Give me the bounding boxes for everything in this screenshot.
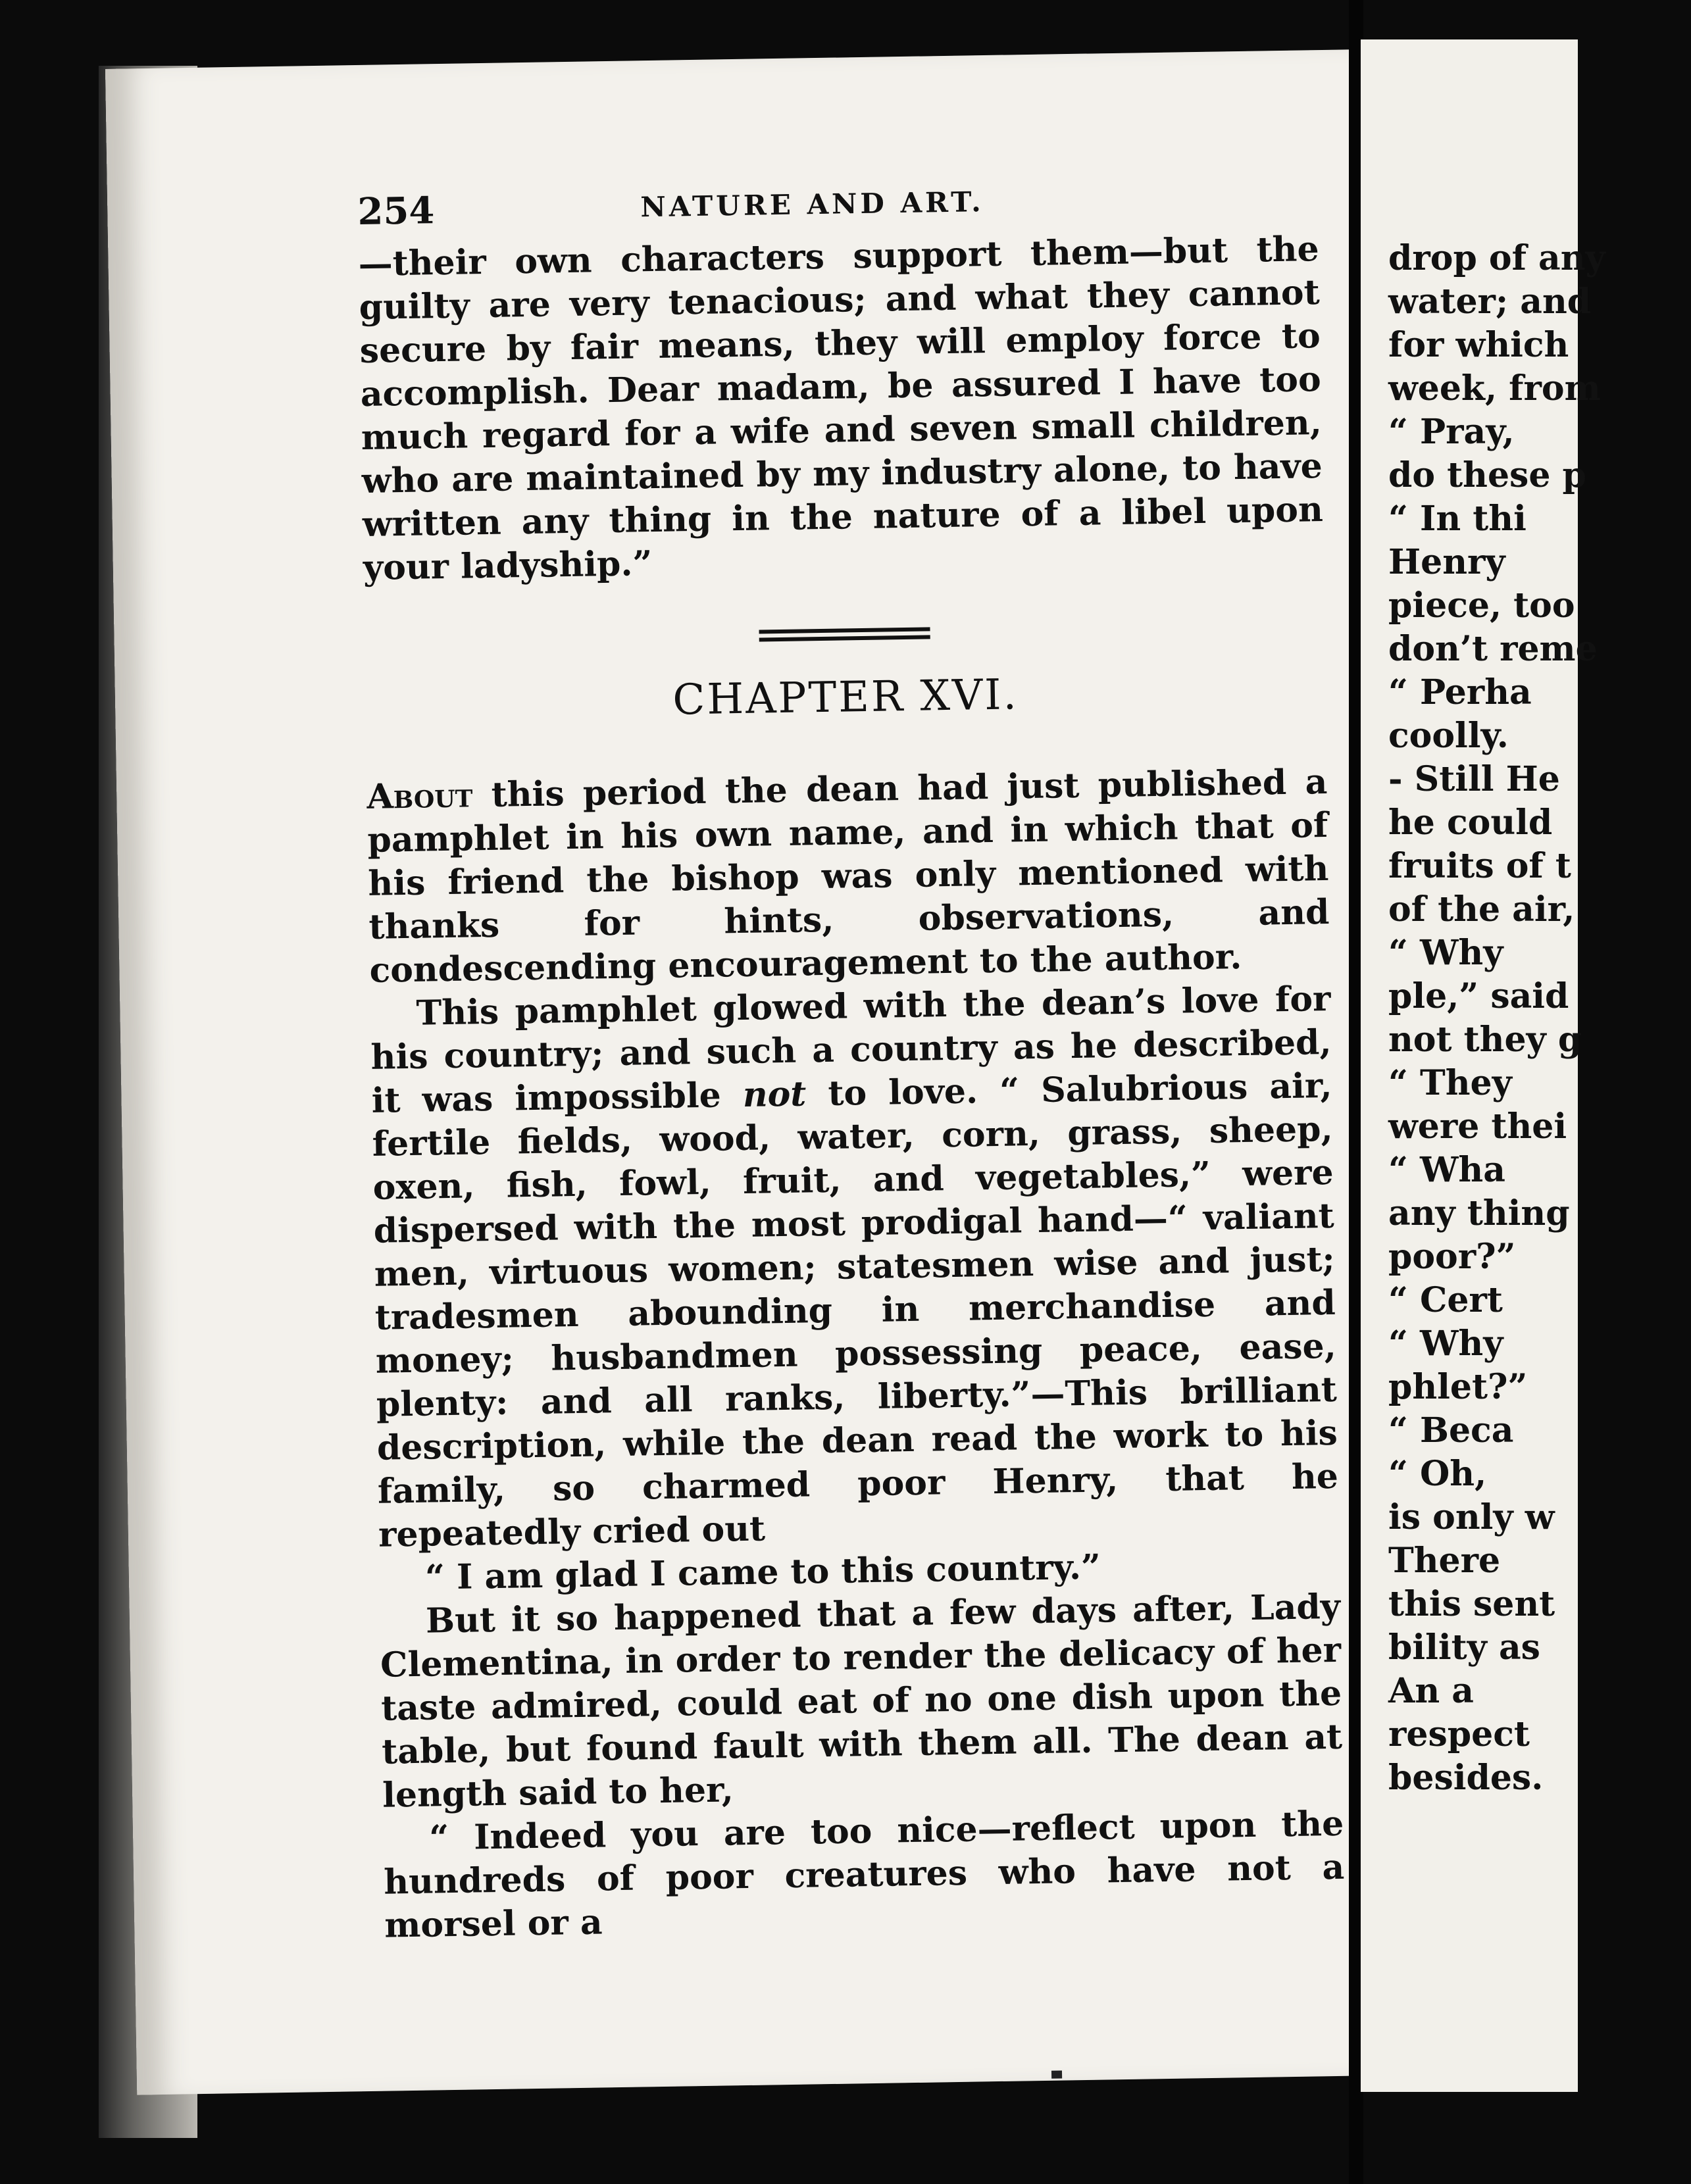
right-page-line: phlet?” [1388, 1367, 1528, 1407]
right-page-line: fruits of t [1388, 846, 1571, 886]
paragraph-2-after: to love. “ Salubrious air, fertile fields, wood, water, corn, grass, sheep, oxen, fish, fowl, fruit, and vegetables,” were dispersed with the most prodigal hand—“ valiant men, virtuous women; statesmen wise and just; tradesmen abounding in merchandise and money; husbandmen possessing peace, ease, plenty: and all ranks, liberty.”—This brilliant description, while the dean read the work to his family, so charmed poor Henry, that he repeatedly cried out [372, 1065, 1339, 1555]
paragraph-5: “ Indeed you are too nice—reflect upon the hundreds of poor creatures who have not a morsel or a [383, 1803, 1345, 1946]
ink-mark [1051, 2071, 1062, 2079]
paragraph-1 [366, 760, 1330, 993]
right-page-line: this sent [1388, 1584, 1555, 1624]
right-page-line: “ Why [1388, 933, 1503, 973]
rule-line-top [759, 627, 930, 633]
chapter-heading: CHAPTER XVI. [672, 670, 1019, 725]
right-page-line: were thei [1388, 1106, 1567, 1147]
continued-paragraph: —their own characters support them—but the guilty are very tenacious; and what they cannot secure by fair means, they will employ force to accomplish. Dear madam, be assured I have too much regard for a wife and seven small children, who are maintained by my industry alone, to have written any thing in the nature of a libel upon your ladyship.” [358, 229, 1324, 588]
right-page-line: “ Cert [1388, 1280, 1503, 1320]
paragraph-3: “ I am glad I came to this country.” [424, 1547, 1101, 1598]
paragraph-2-italic: not [742, 1074, 807, 1115]
right-page-line: not they g [1388, 1020, 1582, 1060]
paragraph-1-lead: About [366, 775, 473, 817]
right-page-line: bility as [1388, 1627, 1540, 1668]
right-page-line: of the air, [1388, 889, 1575, 930]
right-page-line: “ Beca [1388, 1410, 1514, 1451]
rule-line-bottom [759, 635, 930, 641]
right-page-line: “ Pray, [1388, 412, 1515, 452]
right-page-line: is only w [1388, 1497, 1555, 1537]
right-page-line: water; and [1388, 282, 1592, 322]
right-page-line: “ Why [1388, 1324, 1503, 1364]
right-page-line: don’t reme [1388, 629, 1598, 669]
right-page-line: poor?” [1388, 1237, 1516, 1277]
right-page-line: coolly. [1388, 716, 1509, 756]
right-page-text [1388, 237, 1691, 1800]
right-page-line: do these p [1388, 455, 1586, 495]
page-number: 254 [357, 189, 435, 234]
right-page-line: ple,” said [1388, 976, 1569, 1016]
right-page-line: piece, too [1388, 585, 1575, 626]
right-page-line: respect [1388, 1714, 1530, 1754]
paragraph-2 [370, 978, 1339, 1557]
right-page-line: “ Oh, [1388, 1454, 1487, 1494]
paragraph-2-before: This pamphlet glowed with the dean’s love for his country; and such a country as he described, it was impossible [370, 978, 1332, 1121]
right-page-line: - Still He [1388, 759, 1560, 799]
right-page-line: he could [1388, 803, 1553, 843]
right-page-line: “ Perha [1388, 672, 1532, 712]
right-page-line: “ Wha [1388, 1150, 1505, 1190]
left-page [105, 49, 1387, 2095]
right-page [1361, 39, 1605, 2092]
right-page-line: An a [1388, 1671, 1474, 1711]
right-page-line: There [1388, 1541, 1501, 1581]
section-rule [759, 627, 930, 641]
right-page-line: “ In thi [1388, 499, 1527, 539]
right-page-line: week, from [1388, 368, 1601, 409]
right-page-line: for which [1388, 325, 1569, 365]
right-page-line: besides. [1388, 1758, 1544, 1798]
right-page-line: any thing [1388, 1193, 1570, 1233]
paragraph-4: But it so happened that a few days after, Lady Clementina, in order to render the delicacy of her taste admired, could eat of no one dish upon the table, but found fault with them all. The dean at length said to her, [380, 1586, 1343, 1816]
running-title: NATURE AND ART. [640, 186, 985, 224]
paragraph-1-text: this period the dean had just published a pamphlet in his own name, and in which that of his friend the bishop was only mentioned with thanks for hints, observations, and condescending encouragement to the author. [366, 761, 1330, 991]
left-page-text [357, 175, 1346, 1948]
right-page-line: drop of any [1388, 238, 1605, 278]
right-page-line: “ They [1388, 1063, 1512, 1103]
right-page-line: Henry [1388, 542, 1505, 582]
